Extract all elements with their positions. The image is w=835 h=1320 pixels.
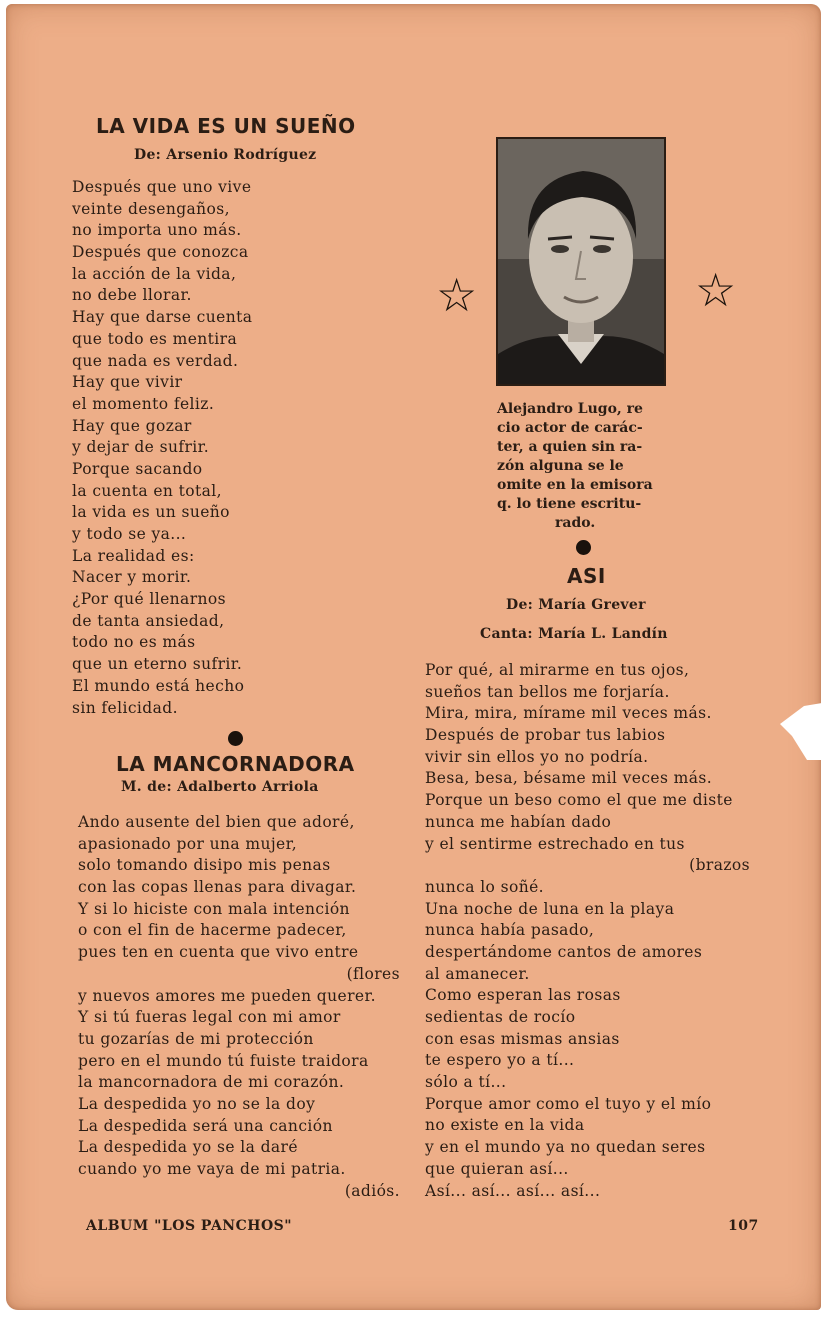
lyric-line: nunca lo soñé. [425, 877, 544, 896]
song-singer-asi: Canta: María L. Landín [480, 626, 668, 642]
caption-line: zón alguna se le [497, 458, 624, 474]
lyric-line: te espero yo a tí... [425, 1051, 575, 1070]
lyrics-asi [425, 660, 750, 1202]
star-outline-icon: ☆ [436, 268, 478, 322]
lyric-line: veinte desengaños, [72, 199, 230, 218]
song-title-la-mancornadora: LA MANCORNADORA [116, 752, 355, 776]
lyric-line: Hay que darse cuenta [72, 308, 253, 327]
lyric-line: con las copas llenas para divagar. [78, 878, 357, 897]
caption-line: omite en la emisora [497, 477, 653, 493]
lyric-line: (adiós. [344, 1181, 400, 1200]
lyric-line: Por qué, al mirarme en tus ojos, [425, 661, 690, 679]
lyric-line: Nacer y morir. [72, 568, 192, 587]
lyric-line: Después que uno vive [72, 178, 252, 196]
lyric-line: sin felicidad. [72, 698, 178, 717]
lyric-line: y todo se ya... [72, 525, 187, 543]
portrait-illustration [498, 139, 664, 384]
lyric-line: el momento feliz. [72, 394, 215, 413]
lyric-line: apasionado por una mujer, [78, 834, 298, 853]
caption-line: ter, a quien sin ra- [497, 439, 643, 455]
lyric-line: no debe llorar. [72, 286, 192, 305]
lyrics-la-vida-es-un-sueno [72, 177, 252, 719]
lyric-line: la vida es un sueño [72, 503, 230, 522]
lyric-line: o con el fin de hacerme padecer, [78, 921, 347, 940]
lyric-line: con esas mismas ansias [425, 1029, 620, 1048]
lyric-line: pero en el mundo tú fuiste traidora [78, 1051, 369, 1070]
lyric-line: sólo a tí... [425, 1073, 507, 1092]
lyric-line: la acción de la vida, [72, 264, 237, 283]
lyric-line: Porque un beso como el que me diste [425, 791, 733, 810]
lyric-line: y nuevos amores me pueden querer. [78, 986, 376, 1005]
lyric-line: Mira, mira, mírame mil veces más. [425, 704, 712, 723]
lyric-line: La despedida yo no se la doy [78, 1094, 316, 1113]
lyric-line: (flores [346, 964, 400, 983]
lyric-line: Así... así... así... así... [425, 1181, 601, 1200]
caption-line: cio actor de carác- [497, 420, 643, 436]
album-footer: ALBUM "LOS PANCHOS" [86, 1218, 293, 1234]
lyric-line: Hay que gozar [72, 416, 192, 435]
song-title-asi: ASI [567, 564, 606, 588]
lyric-line: no importa uno más. [72, 221, 242, 240]
song-credit-la-mancornadora: M. de: Adalberto Arriola [121, 779, 319, 795]
lyrics-la-mancornadora [78, 812, 400, 1202]
lyric-line: la cuenta en total, [72, 481, 222, 500]
caption-line: q. lo tiene escritu- [497, 496, 642, 512]
lyric-line: Porque amor como el tuyo y el mío [425, 1094, 712, 1113]
song-credit-la-vida: De: Arsenio Rodríguez [134, 147, 317, 163]
lyric-line: Ando ausente del bien que adoré, [78, 813, 355, 831]
star-outline-icon: ☆ [695, 263, 737, 317]
song-title-la-vida-es-un-sueno: LA VIDA ES UN SUEÑO [96, 114, 356, 138]
caption-line: rado. [555, 515, 596, 531]
lyric-line: y en el mundo ya no quedan seres [425, 1138, 706, 1157]
lyric-line: al amanecer. [425, 964, 530, 983]
lyric-line: nunca me habían dado [425, 812, 612, 831]
lyric-line: que nada es verdad. [72, 351, 239, 370]
lyric-line: la mancornadora de mi corazón. [78, 1073, 345, 1092]
lyric-line: Una noche de luna en la playa [425, 899, 675, 918]
lyric-line: ¿Por qué llenarnos [72, 590, 226, 609]
song-credit-asi: De: María Grever [506, 597, 646, 613]
lyric-line: Besa, besa, bésame mil veces más. [425, 769, 713, 788]
lyric-line: La despedida será una canción [78, 1116, 333, 1135]
lyric-line: Hay que vivir [72, 373, 183, 392]
lyric-line: pues ten en cuenta que vivo entre [78, 943, 359, 962]
lyric-line: Como esperan las rosas [425, 986, 621, 1005]
lyric-line: y el sentirme estrechado en tus [425, 834, 685, 853]
lyric-line: Después de probar tus labios [425, 726, 666, 745]
lyric-line: Después que conozca [72, 243, 249, 262]
lyric-line: La realidad es: [72, 546, 195, 565]
bullet-dot-icon [228, 731, 243, 746]
lyric-line: Porque sacando [72, 459, 203, 478]
lyric-line: tu gozarías de mi protección [78, 1029, 314, 1048]
lyric-line: Y si lo hiciste con mala intención [78, 899, 350, 918]
lyric-line: sueños tan bellos me forjaría. [425, 682, 670, 701]
photo-caption [497, 400, 673, 533]
lyric-line: El mundo está hecho [72, 676, 245, 695]
lyric-line: que quieran así... [425, 1159, 569, 1178]
lyric-line: (brazos [689, 856, 750, 875]
lyric-line: y dejar de sufrir. [72, 438, 210, 457]
lyric-line: solo tomando disipo mis penas [78, 856, 331, 875]
lyric-line: cuando yo me vaya de mi patria. [78, 1160, 346, 1178]
lyric-line: no existe en la vida [425, 1116, 585, 1135]
lyric-line: de tanta ansiedad, [72, 611, 225, 630]
caption-line: Alejandro Lugo, re [497, 401, 643, 417]
lyric-line: vivir sin ellos yo no podría. [425, 747, 649, 766]
lyric-line: Y si tú fueras legal con mi amor [78, 1008, 341, 1027]
lyric-line: que todo es mentira [72, 329, 238, 348]
lyric-line: La despedida yo se la daré [78, 1138, 298, 1157]
bullet-dot-icon [576, 540, 591, 555]
lyric-line: todo no es más [72, 633, 196, 652]
lyric-line: que un eterno sufrir. [72, 655, 243, 674]
lyric-line: despertándome cantos de amores [425, 942, 703, 961]
portrait-photo [496, 137, 666, 386]
page-number: 107 [728, 1218, 759, 1234]
lyric-line: sedientas de rocío [425, 1008, 576, 1026]
lyric-line: nunca había pasado, [425, 921, 595, 940]
